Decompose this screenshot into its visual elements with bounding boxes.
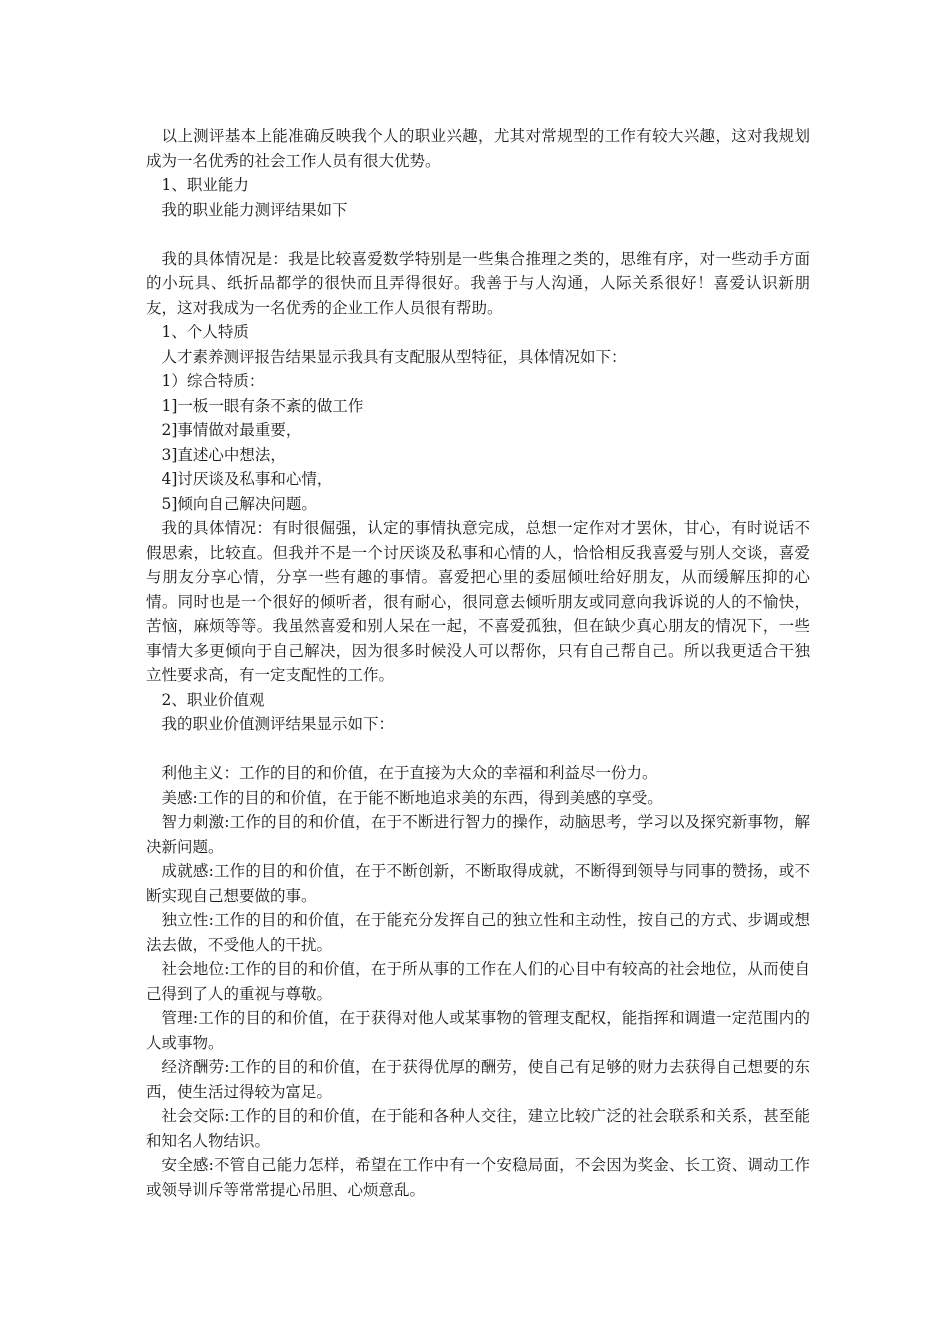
value-item: 社会地位:工作的目的和价值，在于所从事的工作在人们的心目中有较高的社会地位，从而使自己得到了人的重视与尊敬。 [146, 960, 810, 1003]
value-item: 管理:工作的目的和价值，在于获得对他人或某事物的管理支配权，能指挥和调遣一定范围内的人或事物。 [146, 1009, 810, 1052]
paragraph: 以上测评基本上能准确反映我个人的职业兴趣，尤其对常规型的工作有较大兴趣，这对我规划成为一名优秀的社会工作人员有很大优势。 [146, 127, 810, 170]
list-item: 4]讨厌谈及私事和心情， [161, 470, 333, 488]
value-item: 美感:工作的目的和价值，在于能不断地追求美的东西，得到美感的享受。 [161, 788, 663, 807]
value-item: 利他主义：工作的目的和价值，在于直接为大众的幸福和利益尽一份力。 [161, 764, 658, 782]
value-item: 成就感:工作的目的和价值，在于不断创新，不断取得成就，不断得到领导与同事的赞扬，或不断实现自己想要做的事。 [146, 862, 810, 905]
paragraph: 人才素养测评报告结果显示我具有支配服从型特征，具体情况如下： [161, 347, 627, 366]
paragraph: 我的具体情况是：我是比较喜爱数学特别是一些集合推理之类的，思维有序，对一些动手方面的小玩具、纸折品都学的很快而且弄得很好。我善于与人沟通，人际关系很好！喜爱认识新朋友，这对我成为一名优秀的企业工作人员很有帮助。 [146, 249, 810, 317]
value-item: 社会交际:工作的目的和价值，在于能和各种人交往，建立比较广泛的社会联系和关系，甚至能和知名人物结识。 [146, 1107, 810, 1150]
list-item: 2]事情做对最重要， [161, 421, 302, 439]
list-item: 5]倾向自己解决问题。 [161, 494, 317, 513]
section-heading: 1、职业能力 [161, 176, 249, 194]
value-item: 智力刺激:工作的目的和价值，在于不断进行智力的操作，动脑思考，学习以及探究新事物，解决新问题。 [146, 813, 810, 856]
value-item: 独立性:工作的目的和价值，在于能充分发挥自己的独立性和主动性，按自己的方式、步调或想法去做，不受他人的干扰。 [146, 911, 810, 954]
value-item: 安全感:不管自己能力怎样，希望在工作中有一个安稳局面，不会因为奖金、长工资、调动工作或领导训斥等常常提心吊胆、心烦意乱。 [146, 1156, 810, 1199]
value-item: 经济酬劳:工作的目的和价值，在于获得优厚的酬劳，使自己有足够的财力去获得自己想要的东西，使生活过得较为富足。 [146, 1058, 810, 1101]
paragraph: 我的职业价值测评结果显示如下： [161, 715, 395, 733]
blank-line [146, 222, 810, 247]
list-heading: 1）综合特质： [161, 372, 265, 390]
document-body [146, 124, 810, 1202]
paragraph: 我的具体情况：有时很倔强，认定的事情执意完成，总想一定作对才罢休，甘心，有时说话不假思索，比较直。但我并不是一个讨厌谈及私事和心情的人，恰恰相反我喜爱与别人交谈，喜爱与朋友分享心情，分享一些有趣的事情。喜爱把心里的委屈倾吐给好朋友，从而缓解压抑的心情。同时也是一个很好的倾听者，很有耐心，很同意去倾听朋友或同意向我诉说的人的不愉快，苦恼，麻烦等等。我虽然喜爱和别人呆在一起，不喜爱孤独，但在缺少真心朋友的情况下，一些事情大多更倾向于自己解决，因为很多时候没人可以帮你，只有自己帮自己。所以我更适合干独立性要求高，有一定支配性的工作。 [146, 519, 810, 684]
list-item: 1]一板一眼有条不紊的做工作 [161, 396, 364, 415]
blank-line [146, 737, 810, 762]
section-heading: 2、职业价值观 [161, 690, 265, 709]
list-item: 3]直述心中想法， [161, 445, 286, 464]
paragraph: 我的职业能力测评结果如下 [161, 200, 348, 219]
section-heading: 1、个人特质 [161, 323, 249, 341]
